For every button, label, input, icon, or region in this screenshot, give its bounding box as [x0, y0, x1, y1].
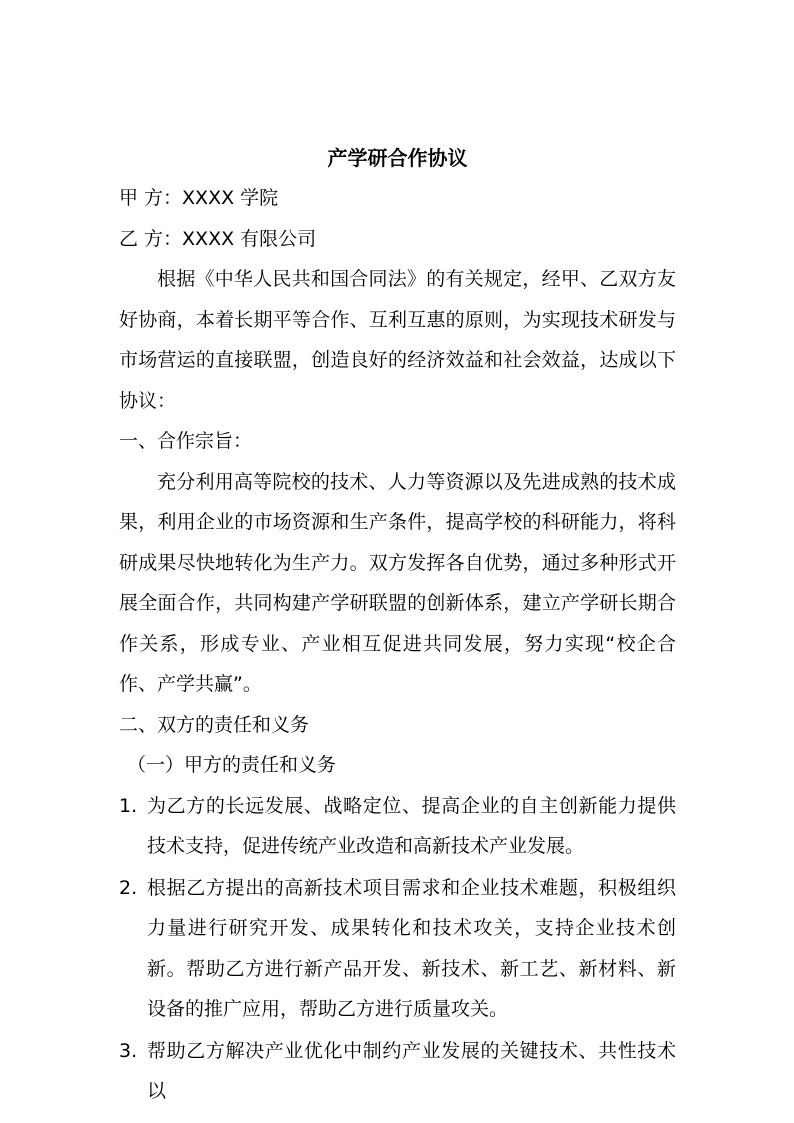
list-item-text: 为乙方的长远发展、战略定位、提高企业的自主创新能力提供技术支持，促进传统产业改造和高新技术产业发展。	[147, 794, 676, 857]
section-2-heading: 二、双方的责任和义务	[119, 713, 310, 736]
list-item	[119, 786, 676, 867]
intro-paragraph: 根据《中华人民共和国合同法》的有关规定，经甲、乙双方友好协商，本着长期平等合作、互利互惠的原则，为实现技术研发与市场营运的直接联盟，创造良好的经济效益和社会效益，达成以下协议：	[119, 268, 676, 412]
list-item-text: 帮助乙方解决产业优化中制约产业发展的关键技术、共性技术以	[147, 1039, 676, 1102]
document-body	[119, 140, 676, 1113]
section-1-heading: 一、合作宗旨：	[119, 430, 253, 452]
list-item	[119, 1031, 676, 1112]
obligations-list	[119, 786, 676, 1112]
section-1-body: 充分利用高等院校的技术、人力等资源以及先进成熟的技术成果，利用企业的市场资源和生产条件，提高学校的科研能力，将科研成果尽快地转化为生产力。双方发挥各自优势，通过多种形式开展全面合作，共同构建产学研联盟的创新体系，建立产学研长期合作关系，形成专业、产业相互促进共同发展，努力实现“校企合作、产学共赢”。	[119, 470, 676, 695]
list-item-text: 根据乙方提出的高新技术项目需求和企业技术难题，积极组织力量进行研究开发、成果转化和技术攻关，支持企业技术创新。帮助乙方进行新产品开发、新技术、新工艺、新材料、新设备的推广应用，帮助乙方进行质量攻关。	[147, 876, 676, 1020]
list-item	[119, 868, 676, 1030]
list-item-number: 2.	[119, 876, 138, 899]
list-item-number: 3.	[119, 1039, 138, 1062]
list-item-number: 1.	[119, 794, 138, 817]
document-title: 产学研合作协议	[327, 146, 468, 170]
party-a-line: 甲 方：XXXX 学院	[119, 187, 279, 209]
section-2-subheading: （一）甲方的责任和义务	[127, 754, 337, 776]
party-b-line: 乙 方：XXXX 有限公司	[119, 227, 317, 250]
